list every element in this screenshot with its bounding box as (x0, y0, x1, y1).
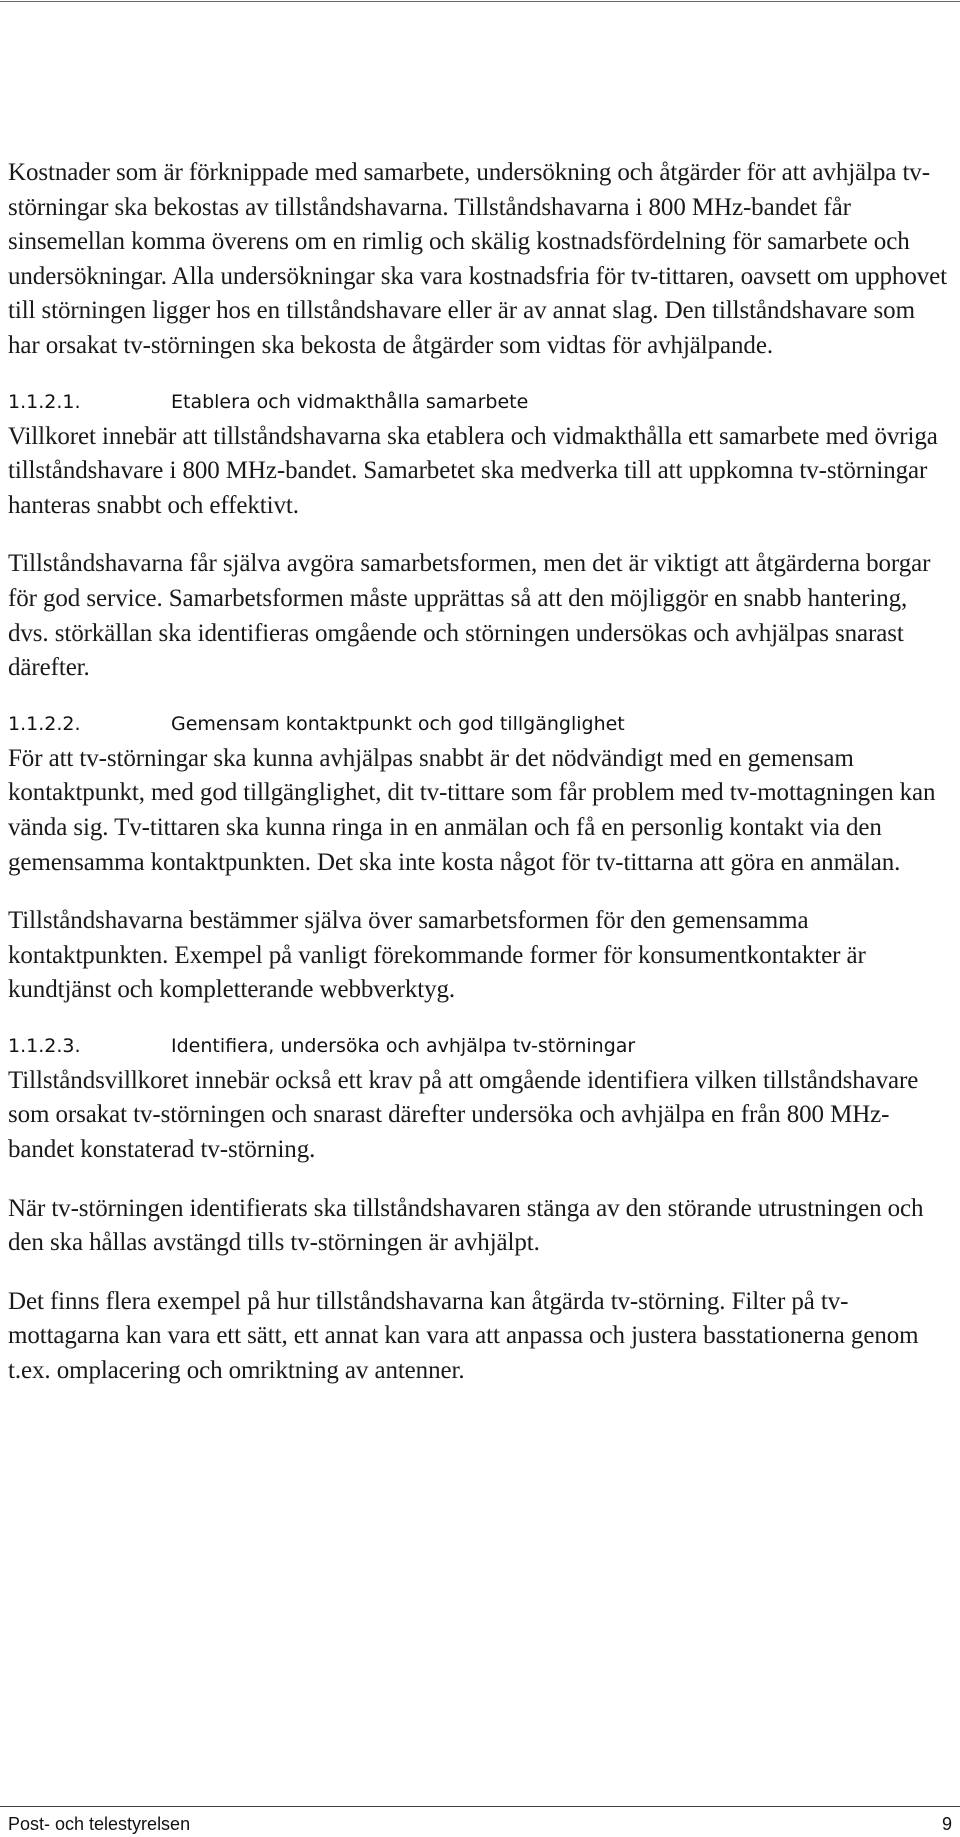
paragraph: Tillståndsvillkoret innebär också ett krav på att omgående identifiera vilken tillståndshavare som orsakat tv-störningen och snarast därefter undersöka och avhjälpa en från 800 MHz-bandet konstaterad tv-störning. (8, 1066, 919, 1164)
section-number: 1.1.2.3. (8, 1034, 81, 1057)
section-heading-3 (8, 1032, 948, 1060)
page-footer (8, 1813, 952, 1835)
document-body (8, 156, 948, 1389)
paragraph: När tv-störningen identifierats ska tillståndshavaren stänga av den störande utrustningen och den ska hållas avstängd tills tv-störningen är avhjälpt. (8, 1194, 924, 1257)
paragraph: Det finns flera exempel på hur tillståndshavarna kan åtgärda tv-störning. Filter på tv-mottagarna kan vara ett sätt, ett annat kan vara att anpassa och justera basstationerna genom t.ex. omplacering och omriktning av antenner. (8, 1287, 919, 1385)
section-heading-1 (8, 388, 948, 416)
paragraph: Tillståndshavarna bestämmer själva över samarbetsformen för den gemensamma kontaktpunkten. Exempel på vanligt förekommande former för konsumentkontakter är kundtjänst och kompletterande webbverktyg. (8, 907, 866, 1004)
paragraph: För att tv-störningar ska kunna avhjälpas snabbt är det nödvändigt med en gemensam kontaktpunkt, med god tillgänglighet, dit tv-tittare som får problem med tv-mottagningen kan vända sig. Tv-tittaren ska kunna ringa in en anmälan och få en personlig kontakt via den gemensamma kontaktpunkten. Det ska inte kosta något för tv-tittarna att göra en anmälan. (8, 744, 936, 876)
paragraph: Villkoret innebär att tillståndshavarna ska etablera och vidmakthålla ett samarbete med övriga tillståndshavare i 800 MHz-bandet. Samarbetet ska medverka till att uppkomna tv-störningar hanteras snabbt och effektivt. (8, 422, 938, 519)
paragraph-costs: Kostnader som är förknippade med samarbete, undersökning och åtgärder för att avhjälpa tv-störningar ska bekostas av tillståndshavarna. Tillståndshavarna i 800 MHz-bandet får sinsemellan komma överens om en rimlig och skälig kostnadsfördelning för samarbete och undersökningar. Alla undersökningar ska vara kostnadsfria för tv-tittaren, oavsett om upphovet till störningen ligger hos en tillståndshavare eller är av annat slag. Den tillståndshavare som har orsakat tv-störningen ska bekosta de åtgärder som vidtas för avhjälpande. (8, 159, 947, 359)
footer-publisher: Post- och telestyrelsen (8, 1814, 191, 1834)
page-number: 9 (941, 1814, 952, 1834)
section-heading-2 (8, 710, 948, 738)
footer-rule (0, 1806, 960, 1807)
paragraph: Tillståndshavarna får själva avgöra samarbetsformen, men det är viktigt att åtgärderna borgar för god service. Samarbetsformen måste upprättas så att den möjliggör en snabb hantering, dvs. störkällan ska identifieras omgående och störningen undersökas och avhjälpas snarast därefter. (8, 550, 931, 682)
section-title: Etablera och vidmakthålla samarbete (171, 390, 529, 413)
section-title: Gemensam kontaktpunkt och god tillgänglighet (171, 712, 625, 735)
section-number: 1.1.2.2. (8, 712, 81, 735)
section-title: Identifiera, undersöka och avhjälpa tv-störningar (171, 1034, 636, 1057)
section-number: 1.1.2.1. (8, 390, 81, 413)
header-rule (0, 1, 960, 2)
